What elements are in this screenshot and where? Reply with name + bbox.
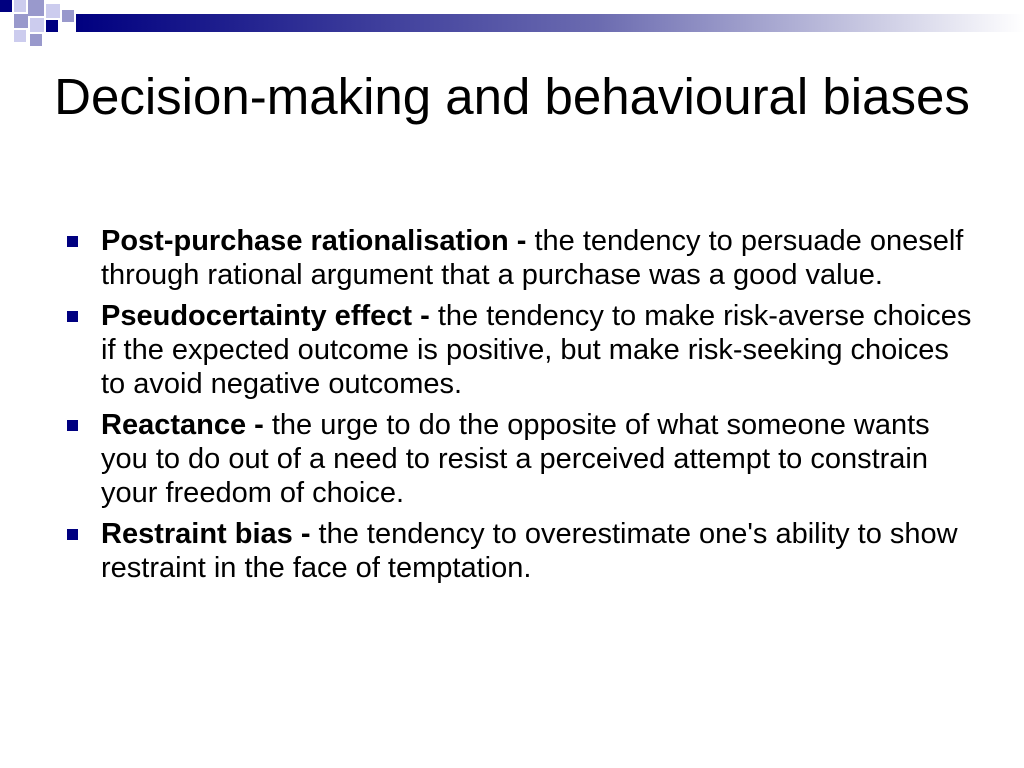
bullet-list: [64, 224, 974, 592]
square-bullet-icon: [67, 529, 78, 540]
bullet-item-reactance: [64, 408, 974, 510]
slide-title: Decision-making and behavioural biases: [54, 68, 970, 125]
bullet-item-restraint-bias: [64, 517, 974, 585]
corner-squares-decoration: [0, 0, 80, 60]
header-gradient-bar: [76, 14, 1024, 32]
square-bullet-icon: [67, 420, 78, 431]
bullet-term: Reactance -: [101, 409, 264, 441]
bullet-term: Restraint bias -: [101, 518, 311, 550]
bullet-definition: the tendency to persuade oneself through rational argument that a purchase was a good value.: [101, 225, 964, 291]
square-bullet-icon: [67, 311, 78, 322]
square-bullet-icon: [67, 236, 78, 247]
bullet-item-post-purchase-rationalisation: [64, 224, 974, 292]
bullet-definition: the urge to do the opposite of what someone wants you to do out of a need to resist a perceived attempt to constrain your freedom of choice.: [101, 409, 930, 509]
bullet-term: Post-purchase rationalisation -: [101, 225, 527, 257]
bullet-item-pseudocertainty-effect: [64, 299, 974, 401]
bullet-definition: the tendency to make risk-averse choices if the expected outcome is positive, but make risk-seeking choices to avoid negative outcomes.: [101, 300, 972, 400]
bullet-term: Pseudocertainty effect -: [101, 300, 430, 332]
bullet-definition: the tendency to overestimate one's ability to show restraint in the face of temptation.: [101, 518, 958, 584]
